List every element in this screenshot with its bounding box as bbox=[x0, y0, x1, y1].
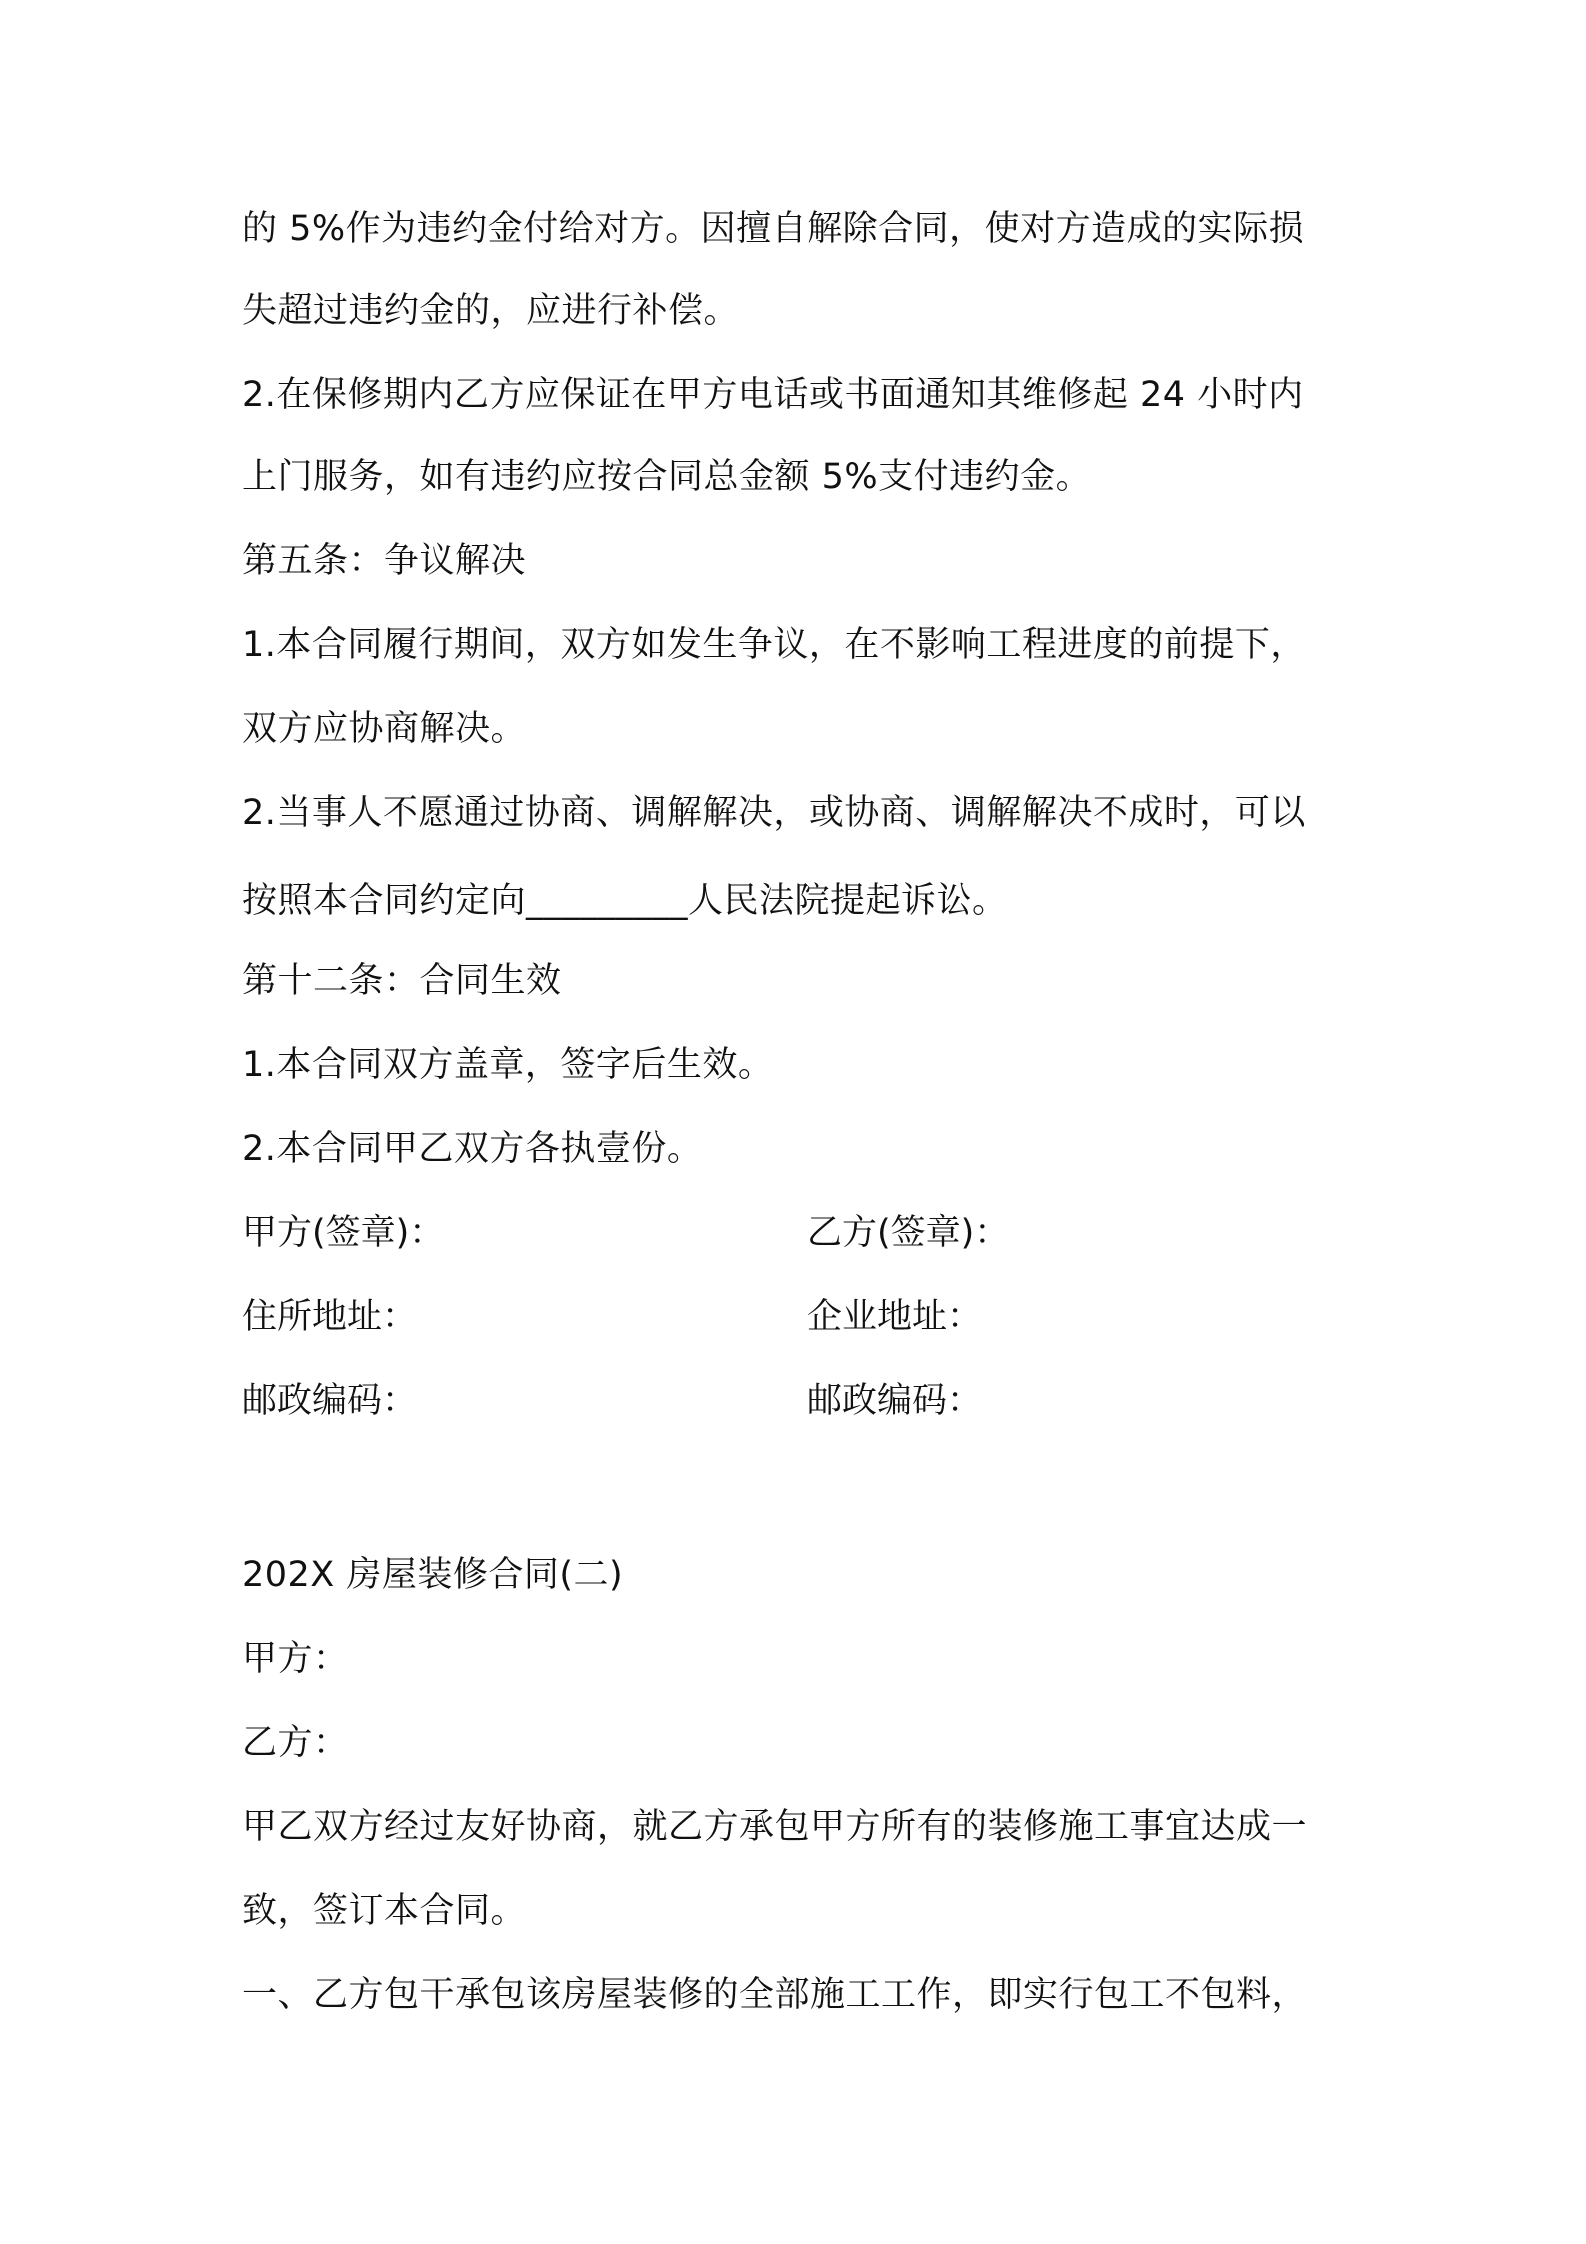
party-b-postcode-label: 邮政编码： bbox=[807, 1381, 983, 1421]
paragraph-line: 上门服务，如有违约应按合同总金额 5%支付违约金。 bbox=[242, 457, 1092, 497]
paragraph-line: 甲乙双方经过友好协商，就乙方承包甲方所有的装修施工事宜达成一 bbox=[242, 1807, 1308, 1847]
address-row bbox=[242, 1292, 1342, 1342]
paragraph-line: 1.本合同双方盖章，签字后生效。 bbox=[242, 1045, 774, 1085]
paragraph-line: 按照本合同约定向_________人民法院提起诉讼。 bbox=[242, 881, 1008, 921]
paragraph-line: 2.当事人不愿通过协商、调解解决，或协商、调解解决不成时，可以 bbox=[242, 793, 1306, 833]
party-a-address-label: 住所地址： bbox=[242, 1297, 418, 1337]
postcode-row bbox=[242, 1376, 1342, 1426]
paragraph-line: 1.本合同履行期间，双方如发生争议，在不影响工程进度的前提下， bbox=[242, 625, 1306, 665]
section-heading: 第十二条：合同生效 bbox=[242, 961, 562, 1001]
paragraph-line: 2.在保修期内乙方应保证在甲方电话或书面通知其维修起 24 小时内 bbox=[242, 375, 1304, 415]
paragraph-line: 双方应协商解决。 bbox=[242, 709, 527, 749]
paragraph-line: 失超过违约金的，应进行补偿。 bbox=[242, 291, 740, 331]
contract-title: 202X 房屋装修合同(二) bbox=[242, 1555, 624, 1595]
party-a-label: 甲方： bbox=[242, 1639, 349, 1679]
paragraph-line: 的 5%作为违约金付给对方。因擅自解除合同，使对方造成的实际损 bbox=[242, 209, 1305, 249]
party-a-postcode-label: 邮政编码： bbox=[242, 1381, 418, 1421]
signature-row bbox=[242, 1208, 1342, 1258]
paragraph-line: 一、乙方包干承包该房屋装修的全部施工工作，即实行包工不包料， bbox=[242, 1975, 1308, 2015]
party-b-signature-label: 乙方(签章)： bbox=[807, 1213, 1010, 1253]
paragraph-line: 致，签订本合同。 bbox=[242, 1891, 527, 1931]
party-a-signature-label: 甲方(签章)： bbox=[242, 1213, 445, 1253]
party-b-label: 乙方： bbox=[242, 1723, 349, 1763]
paragraph-line: 2.本合同甲乙双方各执壹份。 bbox=[242, 1129, 703, 1169]
party-b-address-label: 企业地址： bbox=[807, 1297, 983, 1337]
section-heading: 第五条：争议解决 bbox=[242, 541, 527, 581]
